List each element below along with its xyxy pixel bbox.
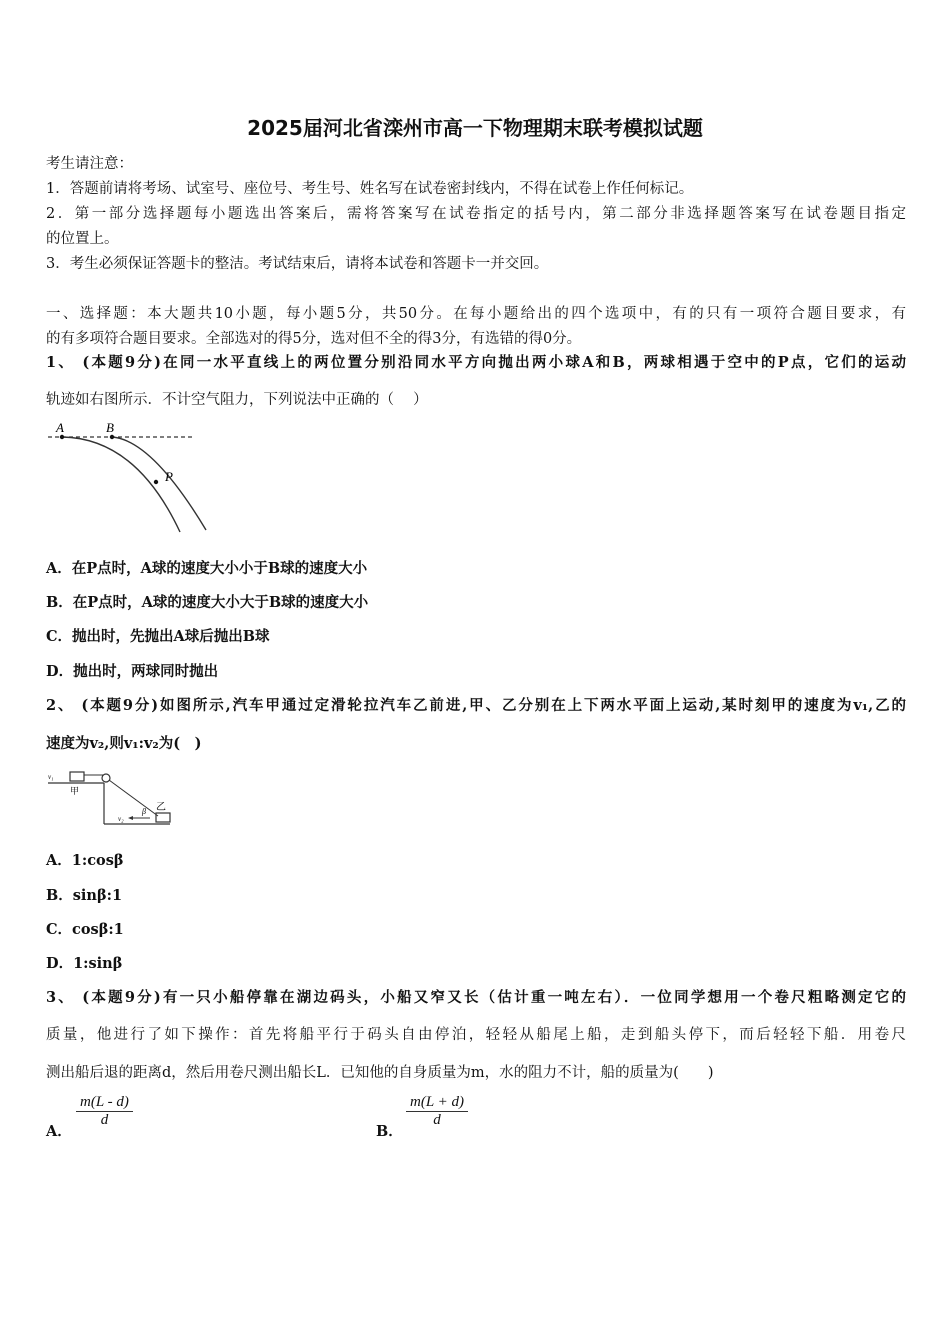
q3-option-b-numerator: m(L + d) (406, 1094, 468, 1112)
q3-option-b-denominator: d (433, 1112, 441, 1128)
q3-option-a-numerator: m(L - d) (76, 1094, 133, 1112)
q2-car-yi (156, 813, 170, 822)
q3-option-a-denominator: d (100, 1112, 109, 1128)
q1-point-a (60, 435, 64, 439)
q2-stem-line1: 2、 (本题9分)如图所示,汽车甲通过定滑轮拉汽车乙前进,甲、乙分别在上下两水平面上运动,某时刻甲的速度为v₁,乙的 (46, 697, 906, 714)
q2-v2-arrowhead (128, 816, 133, 820)
section1-instructions-line2: 的有多项符合题目要求。全部选对的得5分，选对但不全的得3分，有选错的得0分。 (46, 331, 582, 347)
q2-car-jia (70, 772, 84, 781)
q2-label-beta: β (142, 807, 146, 816)
q1-stem-line1: 1、 (本题9分)在同一水平直线上的两位置分别沿同水平方向抛出两小球A和B，两球相遇于空中的P点，它们的运动 (46, 354, 906, 371)
q2-option-b: B．sinβ:1 (46, 887, 123, 904)
notice-item-1: 1．答题前请将考场、试室号、座位号、考生号、姓名写在试卷密封线内，不得在试卷上作任何标记。 (46, 181, 694, 197)
q2-pulley (102, 774, 110, 782)
q3-stem-line2: 质量，他进行了如下操作：首先将船平行于码头自由停泊，轻轻从船尾上船，走到船头停下，而后轻轻下船．用卷尺 (46, 1027, 906, 1043)
notice-item-2-cont: 的位置上。 (46, 231, 119, 247)
q2-label-v2: v₂ (118, 815, 124, 823)
q1-option-a: A．在P点时，A球的速度大小小于B球的速度大小 (46, 560, 368, 577)
q1-point-b (110, 435, 114, 439)
q1-option-d: D．抛出时，两球同时抛出 (46, 663, 219, 680)
q3-option-a-label: A． (46, 1123, 72, 1140)
q3-option-a-fraction (76, 1094, 133, 1129)
q1-option-c: C．抛出时，先抛出A球后抛出B球 (46, 628, 270, 645)
q1-trajectory-b (112, 437, 206, 530)
q3-stem-line3: 测出船后退的距离d，然后用卷尺测出船长L．已知他的自身质量为m，水的阻力不计，船的质量为( ) (46, 1065, 714, 1081)
q2-label-v1: v₁ (48, 773, 54, 781)
q1-trajectory-figure (46, 416, 210, 534)
notice-item-3: 3．考生必须保证答题卡的整洁。考试结束后，请将本试卷和答题卡一并交回。 (46, 256, 549, 272)
q3-option-b-label: B． (376, 1123, 403, 1140)
q3-stem-line1: 3、 (本题9分)有一只小船停靠在湖边码头，小船又窄又长（估计重一吨左右）．一位同学想用一个卷尺粗略测定它的 (46, 989, 906, 1006)
q1-label-p: P (165, 469, 173, 484)
q1-label-b: B (106, 420, 114, 435)
q2-option-d: D．1:sinβ (46, 955, 123, 972)
q2-label-jia: 甲 (70, 787, 80, 797)
q2-option-a: A．1:cosβ (46, 852, 124, 869)
q1-stem-line2: 轨迹如右图所示．不计空气阻力，下列说法中正确的（ ） (46, 392, 428, 408)
q1-point-p (154, 480, 158, 484)
q2-rope-lower (109, 780, 158, 816)
q3-option-b-fraction (406, 1094, 468, 1129)
q2-label-yi: 乙 (156, 802, 166, 813)
q1-trajectory-a (62, 437, 180, 532)
page-title: 2025届河北省滦州市高一下物理期末联考模拟试题 (247, 116, 703, 140)
notice-item-2: 2．第一部分选择题每小题选出答案后，需将答案写在试卷指定的括号内，第二部分非选择题答案写在试卷题目指定 (46, 206, 906, 222)
notice-heading: 考生请注意： (46, 156, 133, 172)
q1-option-b: B．在P点时，A球的速度大小大于B球的速度大小 (46, 594, 369, 611)
q2-stem-line2: 速度为v₂,则v₁:v₂为( ) (46, 735, 202, 752)
q1-label-a: A (56, 420, 64, 435)
section1-instructions-line1: 一、选择题：本大题共10小题，每小题5分，共50分。在每小题给出的四个选项中，有的只有一项符合题目要求，有 (46, 306, 906, 322)
q2-pulley-figure (46, 766, 172, 830)
q2-option-c: C．cosβ:1 (46, 921, 124, 938)
